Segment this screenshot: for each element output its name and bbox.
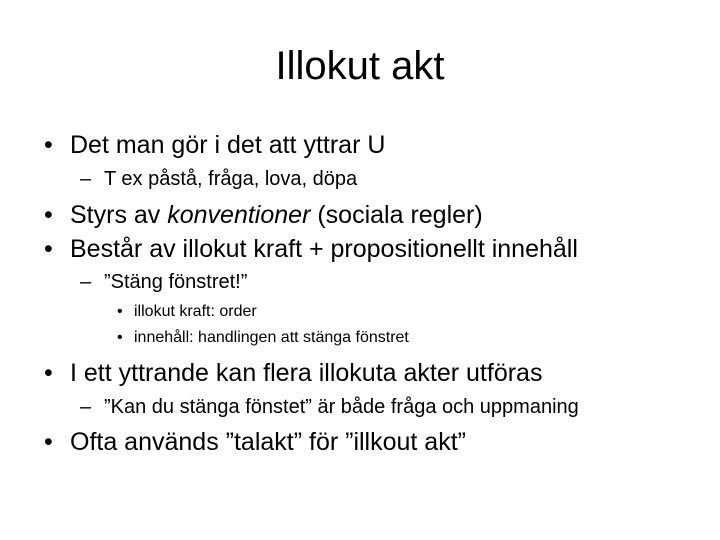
- sub-bullet-marker: –: [80, 271, 92, 293]
- bullet-2: [44, 200, 483, 230]
- bullet-4: [44, 358, 543, 388]
- bullet-text: Består av illokut kraft + propositionellt innehåll: [70, 235, 578, 263]
- sub-bullet-text: ”Stäng fönstret!”: [104, 271, 248, 293]
- sub-bullet-marker: –: [80, 168, 92, 190]
- sub-bullet-1: [80, 167, 358, 191]
- bullet-5: [44, 427, 466, 457]
- sub-sub-bullet-marker: •: [117, 329, 123, 346]
- sub-sub-bullet-2: [117, 328, 409, 348]
- sub-sub-bullet-1: [117, 302, 257, 322]
- bullet-text-after: (sociala regler): [310, 201, 483, 229]
- bullet-text: Det man gör i det att yttrar U: [70, 131, 386, 159]
- bullet-text-before: Styrs av: [70, 201, 168, 229]
- sub-bullet-text: ”Kan du stänga fönstet” är både fråga och uppmaning: [104, 396, 579, 418]
- bullet-marker: •: [44, 428, 53, 456]
- slide-title: Illokut akt: [275, 44, 445, 88]
- sub-bullet-3: [80, 395, 579, 419]
- bullet-marker: •: [44, 235, 53, 263]
- sub-sub-bullet-text: innehåll: handlingen att stänga fönstret: [134, 329, 409, 346]
- sub-bullet-marker: –: [80, 396, 92, 418]
- bullet-1: [44, 130, 386, 160]
- sub-sub-bullet-text: illokut kraft: order: [134, 303, 257, 320]
- sub-sub-bullet-marker: •: [117, 303, 123, 320]
- bullet-3: [44, 234, 578, 264]
- bullet-marker: •: [44, 359, 53, 387]
- bullet-text-emphasis: konventioner: [167, 201, 311, 229]
- bullet-text: I ett yttrande kan flera illokuta akter utföras: [70, 359, 543, 387]
- bullet-text: Ofta används ”talakt” för ”illkout akt”: [70, 428, 466, 456]
- sub-bullet-2: [80, 270, 248, 294]
- bullet-marker: •: [44, 201, 53, 229]
- sub-bullet-text: T ex påstå, fråga, lova, döpa: [104, 168, 358, 190]
- bullet-marker: •: [44, 131, 53, 159]
